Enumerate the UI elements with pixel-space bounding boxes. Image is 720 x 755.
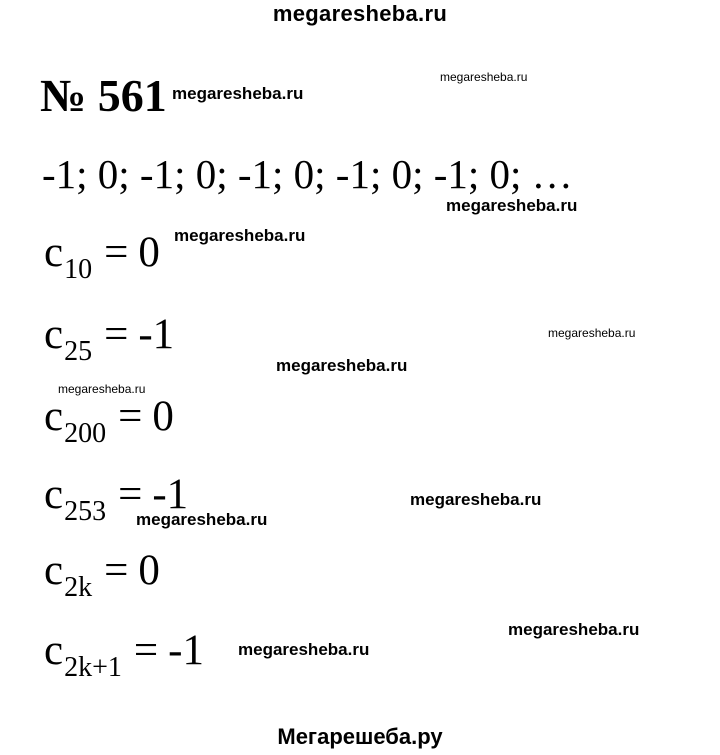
equals-sign: = xyxy=(118,393,143,440)
formula-c200 xyxy=(44,392,174,447)
formula-c2k xyxy=(44,546,160,601)
formula-c2k-plus-1 xyxy=(44,626,204,681)
watermark: megaresheba.ru xyxy=(276,356,408,375)
formula-value: 0 xyxy=(152,393,174,440)
formula-base: c xyxy=(44,393,64,440)
equals-sign: = xyxy=(118,471,143,518)
formula-subscript: 25 xyxy=(64,336,93,367)
equals-sign: = xyxy=(104,547,129,594)
site-header: megaresheba.ru xyxy=(272,1,448,26)
formula-subscript: 10 xyxy=(64,254,93,285)
watermark: megaresheba.ru xyxy=(136,510,268,529)
watermark: megaresheba.ru xyxy=(238,640,370,659)
formula-subscript: 2k xyxy=(64,572,93,603)
formula-c25 xyxy=(44,310,174,365)
formula-value: -1 xyxy=(152,471,189,518)
formula-value: -1 xyxy=(168,627,204,674)
problem-number: № 561 xyxy=(40,70,167,121)
formula-base: c xyxy=(44,547,64,594)
formula-base: c xyxy=(44,627,64,674)
watermark: megaresheba.ru xyxy=(58,382,146,396)
formula-value: 0 xyxy=(138,547,160,594)
watermark: megaresheba.ru xyxy=(548,326,636,340)
formula-c10 xyxy=(44,228,160,283)
watermark: megaresheba.ru xyxy=(410,490,542,509)
formula-subscript: 253 xyxy=(64,496,107,527)
watermark: megaresheba.ru xyxy=(446,196,578,215)
watermark: megaresheba.ru xyxy=(172,84,304,103)
formula-base: c xyxy=(44,229,64,276)
watermark: megaresheba.ru xyxy=(174,226,306,245)
site-footer: Мегарешеба.ру xyxy=(277,724,443,749)
formula-value: -1 xyxy=(138,311,175,358)
equals-sign: = xyxy=(104,229,129,276)
formula-base: c xyxy=(44,311,64,358)
formula-subscript: 200 xyxy=(64,418,107,449)
watermark: megaresheba.ru xyxy=(440,70,528,84)
formula-base: c xyxy=(44,471,64,518)
equals-sign: = xyxy=(104,311,129,358)
sequence-text: -1; 0; -1; 0; -1; 0; -1; 0; -1; 0; … xyxy=(42,151,573,197)
watermark: megaresheba.ru xyxy=(508,620,640,639)
formula-subscript: 2k+1 xyxy=(64,652,122,683)
formula-value: 0 xyxy=(138,229,160,276)
equals-sign: = xyxy=(133,627,159,674)
